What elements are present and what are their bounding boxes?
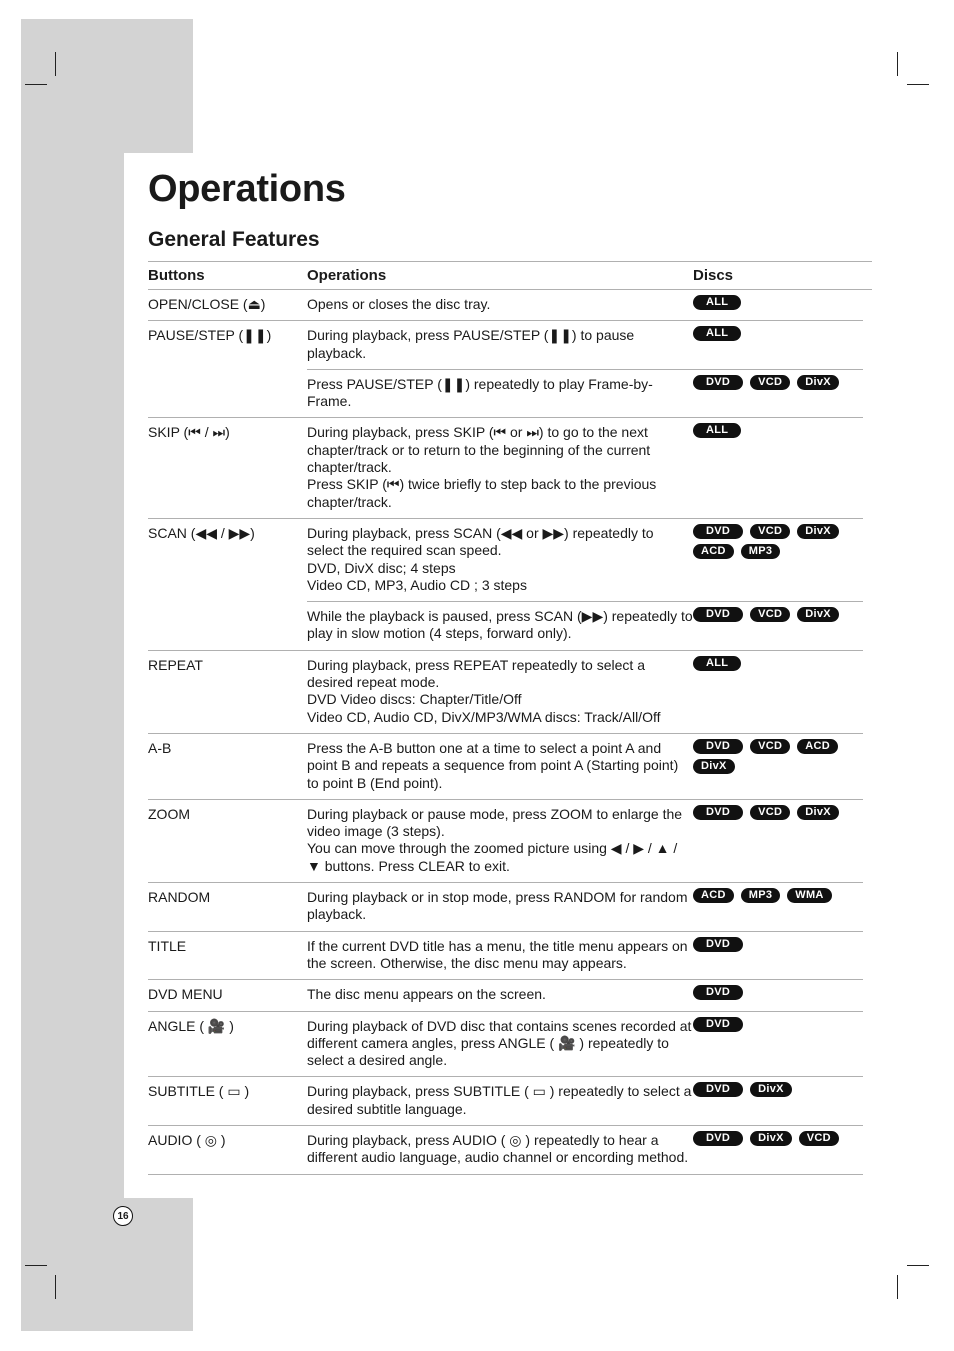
disc-badge: ALL: [693, 326, 741, 341]
operation-text: During playback, press SUBTITLE ( ▭ ) repeatedly to select a desired subtitle language.: [307, 1083, 692, 1117]
disc-badges: [693, 602, 863, 650]
operation-entry: [307, 1126, 863, 1174]
table-row: [148, 734, 863, 800]
disc-badge: DVD: [693, 937, 743, 952]
button-name: PAUSE/STEP (❚❚): [148, 327, 272, 344]
crop-mark: [55, 52, 56, 76]
disc-badge: MP3: [741, 888, 781, 903]
disc-badge: DivX: [797, 375, 839, 390]
operation-entry: [307, 369, 863, 418]
disc-badge: VCD: [750, 739, 790, 754]
operation-entry: [307, 418, 863, 517]
crop-mark: [55, 1275, 56, 1299]
disc-badges: [693, 418, 863, 517]
disc-badge: VCD: [750, 524, 790, 539]
disc-badges: [693, 800, 863, 882]
disc-badge: ACD: [693, 544, 734, 559]
operation-text: Opens or closes the disc tray.: [307, 296, 491, 312]
operation-entry: [307, 800, 863, 882]
margin-band-top: [21, 19, 193, 153]
header-buttons: Buttons: [148, 267, 205, 284]
button-name: OPEN/CLOSE (⏏): [148, 296, 266, 312]
table-row: [148, 1077, 863, 1126]
header-discs: Discs: [693, 267, 734, 284]
disc-badge: VCD: [750, 607, 790, 622]
operation-entry: [307, 601, 863, 650]
disc-badge: ACD: [693, 888, 734, 903]
button-name: TITLE: [148, 937, 187, 954]
disc-badge: DivX: [750, 1131, 792, 1146]
operation-text: If the current DVD title has a menu, the title menu appears on the screen. Otherwise, the disc menu may appears.: [307, 937, 688, 971]
disc-badges: [693, 932, 863, 980]
disc-badges: [693, 1126, 863, 1174]
button-name: RANDOM: [148, 889, 211, 906]
disc-badge: DVD: [693, 805, 743, 820]
operation-text: During playback, press PAUSE/STEP (❚❚) to pause playback.: [307, 327, 635, 361]
operation-entry: [307, 1077, 863, 1125]
disc-badge: DVD: [693, 739, 743, 754]
table-row: [148, 418, 863, 518]
disc-badges: [693, 980, 863, 1010]
table-row: [148, 883, 863, 932]
disc-badge: DivX: [797, 805, 839, 820]
disc-badge: ACD: [797, 739, 838, 754]
disc-badge: VCD: [750, 375, 790, 390]
disc-badge: DVD: [693, 985, 743, 1000]
crop-mark: [907, 1265, 929, 1266]
table-row: [148, 1126, 863, 1175]
button-name: ZOOM: [148, 805, 190, 822]
disc-badges: [693, 1012, 863, 1077]
button-name: SCAN (◀◀ / ▶▶): [148, 524, 255, 541]
crop-mark: [907, 84, 929, 85]
operation-text: While the playback is paused, press SCAN (▶▶) repeatedly to play in slow motion (4 steps, forward only).: [307, 608, 693, 642]
features-table: [148, 261, 863, 1175]
operation-entry: [307, 519, 863, 601]
operation-entry: [307, 1012, 863, 1077]
disc-badge: DVD: [693, 1131, 743, 1146]
table-row: [148, 290, 863, 321]
operation-text: Press the A-B button one at a time to select a point A and point B and repeats a sequence from point A (Starting point) to point B (End point).: [307, 739, 679, 791]
disc-badge: DVD: [693, 524, 743, 539]
operation-text: The disc menu appears on the screen.: [307, 986, 546, 1003]
crop-mark: [897, 52, 898, 76]
operation-text: During playback, press SKIP (⏮ or ⏭) to go to the next chapter/track or to return to the beginning of the current chapter/track. Press SKIP (⏮) twice briefly to step back to the previous chapter/track.: [307, 424, 657, 510]
operation-entry: [307, 932, 863, 980]
crop-mark: [25, 84, 47, 85]
table-row: [148, 1012, 863, 1078]
disc-badges: [693, 370, 863, 418]
operation-entry: [307, 883, 863, 931]
operation-entry: [307, 290, 863, 320]
operation-text: During playback, press REPEAT repeatedly to select a desired repeat mode. DVD Video discs: Chapter/Title/Off Video CD, Audio CD, DivX/MP3/WMA discs: Track/All/Off: [307, 656, 661, 725]
disc-badge: ALL: [693, 295, 741, 310]
button-name: SKIP (⏮ / ⏭): [148, 424, 230, 441]
button-name: AUDIO ( ◎ ): [148, 1131, 226, 1148]
disc-badge: DVD: [693, 607, 743, 622]
disc-badges: [693, 883, 863, 931]
table-header: [148, 261, 872, 290]
header-operations: Operations: [307, 266, 387, 284]
operation-entry: [307, 734, 863, 799]
page-title: Operations: [148, 168, 346, 210]
disc-badge: VCD: [750, 805, 790, 820]
disc-badge: MP3: [741, 544, 781, 559]
disc-badge: WMA: [787, 888, 831, 903]
crop-mark: [25, 1265, 47, 1266]
disc-badge: DVD: [693, 1017, 743, 1032]
disc-badge: VCD: [799, 1131, 839, 1146]
disc-badges: [693, 519, 863, 601]
page-number: 16: [113, 1206, 133, 1226]
operation-entry: [307, 321, 863, 369]
disc-badges: [693, 734, 863, 799]
disc-badge: DivX: [750, 1082, 792, 1097]
table-body: [148, 290, 863, 1175]
button-name: A-B: [148, 739, 172, 756]
button-name: DVD MENU: [148, 986, 223, 1003]
operation-text: During playback, press AUDIO ( ◎ ) repeatedly to hear a different audio language, audio channel or encording method.: [307, 1131, 689, 1166]
disc-badge: DivX: [797, 524, 839, 539]
disc-badges: [693, 651, 863, 733]
button-name: REPEAT: [148, 656, 203, 673]
table-row: [148, 519, 863, 651]
table-row: [148, 651, 863, 734]
disc-badge: DivX: [693, 759, 735, 774]
table-row: [148, 800, 863, 883]
section-title: General Features: [148, 228, 320, 251]
button-name: ANGLE ( 🎥 ): [148, 1017, 234, 1034]
disc-badge: ALL: [693, 423, 741, 438]
operation-entry: [307, 980, 863, 1010]
disc-badge: ALL: [693, 656, 741, 671]
margin-band-side: [21, 153, 124, 1198]
table-row: [148, 321, 863, 418]
operation-text: During playback, press SCAN (◀◀ or ▶▶) repeatedly to select the required scan speed. DVD, DivX disc; 4 steps Video CD, MP3, Audio CD ; 3 steps: [307, 524, 654, 593]
operation-text: During playback of DVD disc that contains scenes recorded at different camera angles, press ANGLE ( 🎥 ) repeatedly to select a desired angle.: [307, 1017, 692, 1069]
crop-mark: [897, 1275, 898, 1299]
disc-badge: DVD: [693, 1082, 743, 1097]
table-row: [148, 932, 863, 981]
disc-badges: [693, 1077, 863, 1125]
disc-badges: [693, 321, 863, 369]
operation-text: During playback or pause mode, press ZOOM to enlarge the video image (3 steps). You can move through the zoomed picture using ◀ / ▶ / ▲ / ▼ buttons. Press CLEAR to exit.: [307, 805, 683, 874]
table-row: [148, 980, 863, 1011]
disc-badge: DivX: [797, 607, 839, 622]
disc-badge: DVD: [693, 375, 743, 390]
operation-text: During playback or in stop mode, press RANDOM for random playback.: [307, 889, 688, 923]
button-name: SUBTITLE ( ▭ ): [148, 1083, 250, 1100]
operation-entry: [307, 651, 863, 733]
disc-badges: [693, 290, 863, 320]
operation-text: Press PAUSE/STEP (❚❚) repeatedly to play Frame-by-Frame.: [307, 375, 653, 410]
